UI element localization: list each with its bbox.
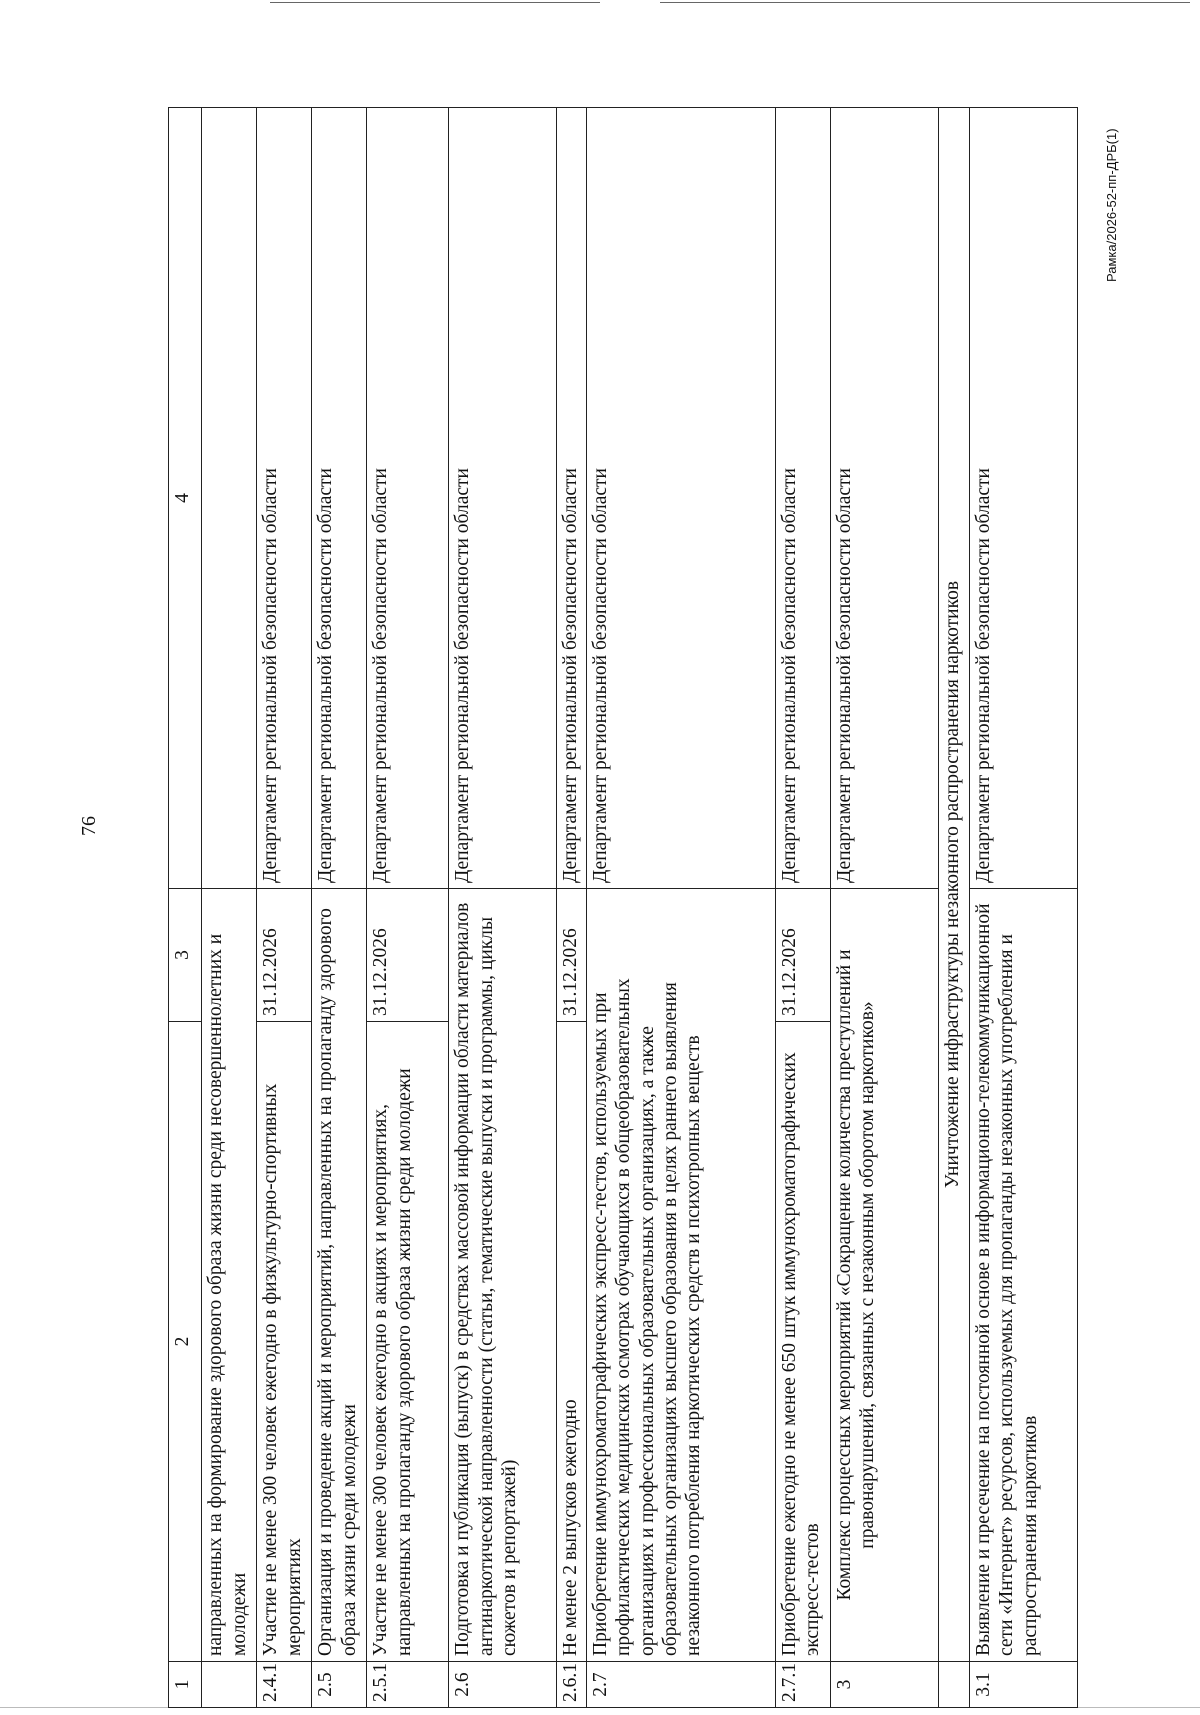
row-description: Приобретение иммунохроматографических экспресс-тестов, используемых при профилактических медицинских осмотрах обучающихся в общеобразовательных организациях и профессиональных образовательных организациях, а также образовательных организациях высшего образования в целях раннего выявления незаконного потребления наркотических средств и психотропных веществ <box>586 889 775 1662</box>
row-number: 2.7 <box>586 1662 775 1708</box>
table-row <box>449 108 557 1708</box>
header-cell-2: 2 <box>169 1022 202 1662</box>
row-number: 3 <box>830 1662 938 1708</box>
table-row <box>830 108 938 1708</box>
row-number: 2.6.1 <box>557 1662 586 1708</box>
section-title: Уничтожение инфраструктуры незаконного распространения наркотиков <box>938 108 969 1662</box>
section-row <box>938 108 969 1708</box>
row-responsible: Департамент региональной безопасности области <box>557 108 586 889</box>
row-description: Подготовка и публикация (выпуск) в средствах массовой информации области материалов антинаркотической направленности (статьи, тематические выпуски и программы, циклы сюжетов и репортажей) <box>449 889 557 1662</box>
row-number: 2.7.1 <box>775 1662 830 1708</box>
scan-artifact-line <box>270 2 600 3</box>
table-row <box>367 108 449 1708</box>
scan-artifact-line <box>660 2 1190 3</box>
measures-table <box>168 107 1078 1708</box>
row-responsible: Департамент региональной безопасности области <box>312 108 367 889</box>
row-number: 2.5 <box>312 1662 367 1708</box>
document-code: Рамка/2026-52-пп-ДРБ(1) <box>1104 128 1119 282</box>
table-row <box>557 108 586 1708</box>
rotated-table-wrapper <box>168 108 1078 1708</box>
row-description: Приобретение ежегодно не менее 650 штук иммунохроматографических экспресс-тестов <box>775 1022 830 1662</box>
row-description: Комплекс процессных мероприятий «Сокращение количества преступлений и правонарушений, связанных с незаконным оборотом наркотиков» <box>830 889 938 1662</box>
row-deadline: 31.12.2026 <box>775 889 830 1022</box>
header-cell-1: 1 <box>169 1662 202 1708</box>
row-description: Организация и проведение акций и мероприятий, направленных на пропаганду здорового образа жизни среди молодежи <box>312 889 367 1662</box>
row-description: Участие не менее 300 человек ежегодно в акциях и мероприятиях, направленных на пропаганду здорового образа жизни среди молодежи <box>367 1022 449 1662</box>
table-row <box>586 108 775 1708</box>
row-number: 2.5.1 <box>367 1662 449 1708</box>
row-responsible: Департамент региональной безопасности области <box>257 108 312 889</box>
row-number: 2.6 <box>449 1662 557 1708</box>
row-responsible: Департамент региональной безопасности области <box>586 108 775 889</box>
row-description: направленных на формирование здорового образа жизни среди несовершеннолетних и молодежи <box>202 889 257 1662</box>
row-deadline: 31.12.2026 <box>367 889 449 1022</box>
row-number <box>202 1662 257 1708</box>
table-row <box>775 108 830 1708</box>
table-row <box>257 108 312 1708</box>
table-header-row <box>169 108 202 1708</box>
row-description: Не менее 2 выпусков ежегодно <box>557 1022 586 1662</box>
row-responsible: Департамент региональной безопасности области <box>969 108 1077 889</box>
header-cell-4: 4 <box>169 108 202 889</box>
row-number: 3.1 <box>969 1662 1077 1708</box>
row-responsible <box>202 108 257 889</box>
section-number-cell <box>938 1662 969 1708</box>
row-responsible: Департамент региональной безопасности области <box>775 108 830 889</box>
table-row <box>312 108 367 1708</box>
header-cell-3: 3 <box>169 889 202 1022</box>
table-row <box>969 108 1077 1708</box>
table-row <box>202 108 257 1708</box>
row-description: Выявление и пресечение на постоянной основе в информационно-телекоммуникационной сети «Интернет» ресурсов, используемых для пропаганды незаконных употребления и распространения наркотиков <box>969 889 1077 1662</box>
row-responsible: Департамент региональной безопасности области <box>830 108 938 889</box>
row-responsible: Департамент региональной безопасности области <box>367 108 449 889</box>
row-deadline: 31.12.2026 <box>257 889 312 1022</box>
row-deadline: 31.12.2026 <box>557 889 586 1022</box>
row-responsible: Департамент региональной безопасности области <box>449 108 557 889</box>
row-number: 2.4.1 <box>257 1662 312 1708</box>
page-number: 76 <box>78 816 100 836</box>
row-description: Участие не менее 300 человек ежегодно в физкультурно-спортивных мероприятиях <box>257 1022 312 1662</box>
